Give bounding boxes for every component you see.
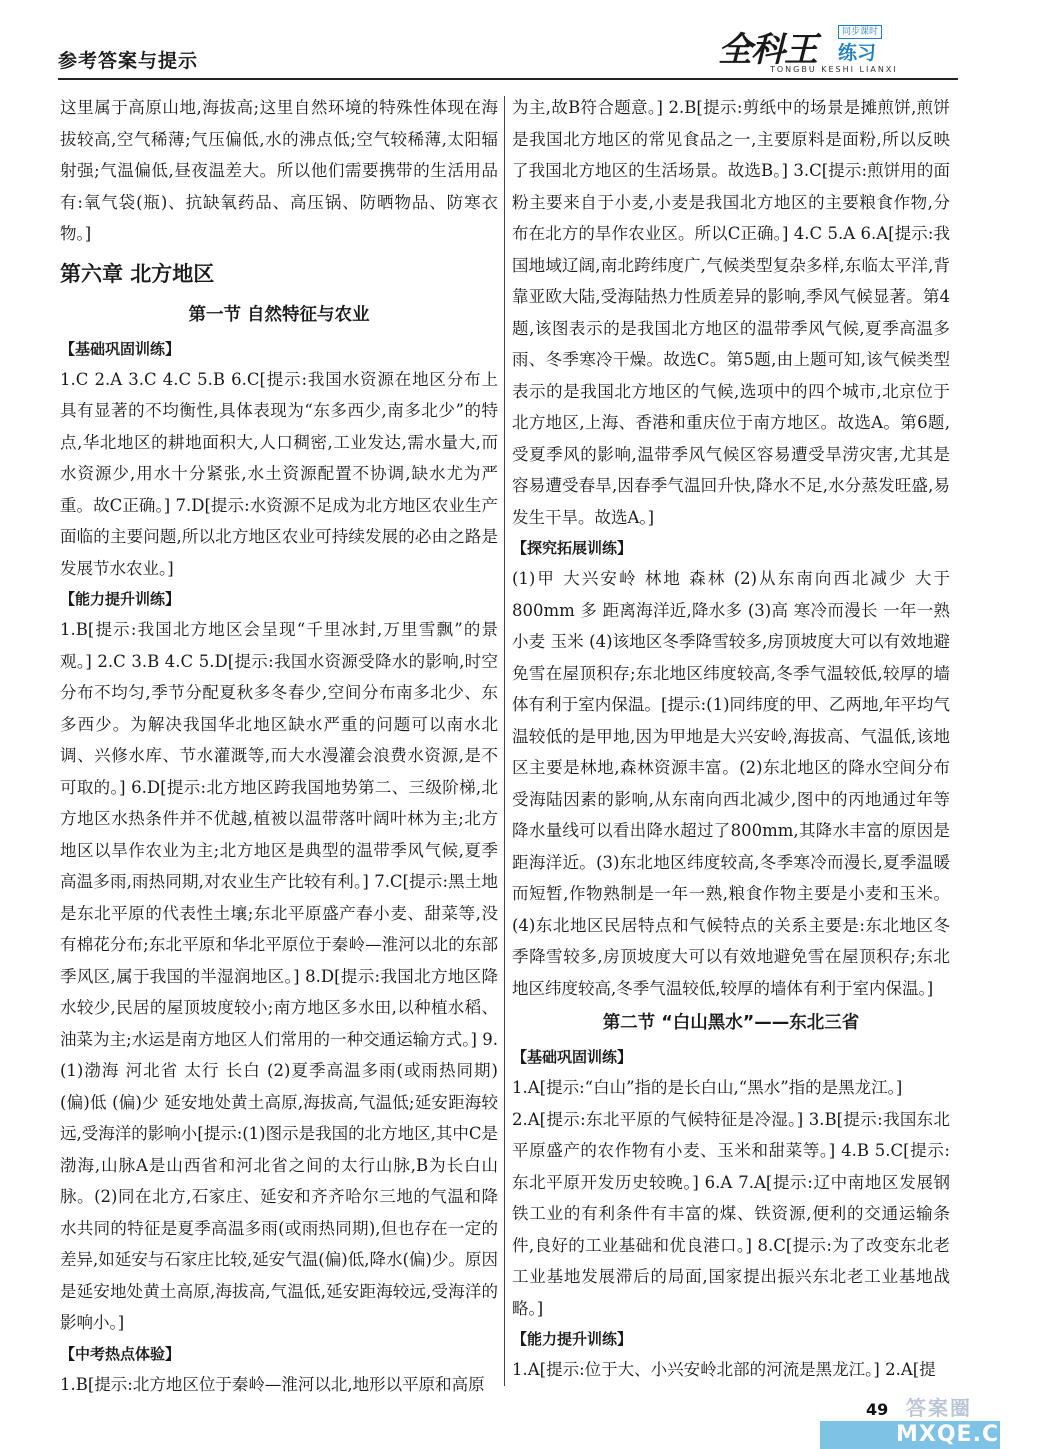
answer-paragraph: 2.A[提示:东北平原的气候特征是冷湿。] 3.B[提示:我国东北平原盛产的农作物有小麦、玉米和甜菜等。] 4.B 5.C[提示:东北平原开发历史较晚。] 6.A 7.A[提示:辽中南地区发展钢铁工业的有利条件有丰富的煤、铁资源,便利的交通运输条件,良好的工业基础和优良港口。] 8.C[提示:为了改变东北老工业基地发展滞后的局面,国家提出振兴东北老工业基地战略。] — [512, 1109, 950, 1318]
answer-paragraph: 1.B[提示:我国北方地区会呈现“千里冰封,万里雪飘”的景观。] 2.C 3.B 4.C 5.D[提示:我国水资源受降水的影响,时空分布不均匀,季节分配夏秋多冬春少,空间分布南多北少、东多西少。为解决我国华北地区缺水严重的问题可以南水北调、兴修水库、节水灌溉等,而大水漫灌会浪费水资源,是不可取的。] 6.D[提示:北方地区跨我国地势第二、三级阶梯,北方地区水热条件并不优越,植被以温带落叶阔叶林为主;北方地区以旱作农业为主;北方地区是典型的温带季风气候,夏季高温多雨,雨热同期,对农业生产比较有利。] 7.C[提示:黑土地是东北平原的代表性土壤;东北平原盛产春小麦、甜菜等,没有棉花分布;东北平原和华北平原位于秦岭—淮河以北的东部季风区,属于我国的半湿润地区。] 8.D[提示:我国北方地区降水较少,民居的屋顶坡度较小;南方地区多水田,以种植水稻、油菜为主;水运是南方地区人们常用的一种交通运输方式。] 9.(1)渤海 河北省 太行 长白 (2)夏季高温多雨(或雨热同期) (偏)低 (偏)少 延安地处黄土高原,海拔高,气温低;延安距海较远,受海洋的影响小[提示:(1)图示是我国的北方地区,其中C是渤海,山脉A是山西省和河北省之间的太行山脉,B为长白山脉。(2)同在北方,石家庄、延安和齐齐哈尔三地的气温和降水共同的特征是夏季高温多雨(或雨热同期),但也存在一定的差异,如延安与石家庄比较,延安气温(偏)低,降水(偏)少。原因是延安地处黄土高原,海拔高,气温低,延安距海较远,受海洋的影响小。] — [60, 620, 498, 1332]
header-title: 参考答案与提示 — [58, 50, 199, 72]
left-column — [60, 92, 498, 1400]
answer-paragraph: 1.C 2.A 3.C 4.C 5.B 6.C[提示:我国水资源在地区分布上具有显著的不均衡性,具体表现为“东多西少,南多北少”的特点,华北地区的耕地面积大,人口稠密,工业发达,需水量大,而水资源少,用水十分紧张,水土资源配置不协调,缺水尤为严重。故C正确。] 7.D[提示:水资源不足成为北方地区农业生产面临的主要问题,所以北方地区农业可持续发展的必由之路是发展节水农业。] — [60, 369, 498, 578]
subsection-heading: 【能力提升训练】 — [60, 590, 181, 608]
watermark-top-text: 答案圈 — [906, 1396, 972, 1420]
page-number: 49 — [866, 1400, 889, 1419]
logo-pinyin: TONGBU KESHI LIANXI — [770, 65, 898, 74]
subsection-heading: 【基础巩固训练】 — [512, 1048, 633, 1066]
watermark-logo — [888, 1392, 1042, 1449]
section-heading: 第一节 自然特征与农业 — [188, 304, 370, 325]
page-header — [58, 27, 958, 86]
watermark-url: MXQE.COM — [896, 1422, 1042, 1447]
section-heading: 第二节 “白山黑水”——东北三省 — [602, 1013, 860, 1033]
brand-logo — [718, 22, 898, 78]
answer-paragraph: 1.B[提示:北方地区位于秦岭—淮河以北,地形以平原和高原 — [60, 1374, 485, 1394]
answer-paragraph: 1.A[提示:“白山”指的是长白山,“黑水”指的是黑龙江。] — [512, 1078, 903, 1097]
chapter-heading: 第六章 北方地区 — [60, 261, 215, 286]
column-divider — [504, 96, 505, 1386]
header-rule — [58, 78, 958, 80]
answer-paragraph: 1.A[提示:位于大、小兴安岭北部的河流是黑龙江。] 2.A[提 — [512, 1360, 936, 1379]
logo-main-text: 全科王 — [718, 30, 817, 70]
answer-paragraph: 为主,故B符合题意。] 2.B[提示:剪纸中的场景是摊煎饼,煎饼是我国北方地区的常见食品之一,主要原料是面粉,所以反映了我国北方地区的生活场景。故选B。] 3.C[提示:煎饼用的面粉主要来自于小麦,小麦是我国北方地区的主要粮食作物,分布在北方的旱作农业区。所以C正确。] 4.C 5.A 6.A[提示:我国地域辽阔,南北跨纬度广,气候类型复杂多样,东临太平洋,背靠亚欧大陆,受海陆热力性质差异的影响,季风气候显著。第4题,该图表示的是我国北方地区的温带季风气候,夏季高温多雨、冬季寒冷干燥。故选C。第5题,由上题可知,该气候类型表示的是我国北方地区的气候,选项中的四个城市,北京位于北方地区,上海、香港和重庆位于南方地区。故选A。第6题,受夏季风的影响,温带季风气候区容易遭受旱涝灾害,尤其是容易遭受春旱,因春季气温回升快,降水不足,水分蒸发旺盛,易发生干旱。故选A。] — [512, 98, 950, 527]
answer-paragraph: (1)甲 大兴安岭 林地 森林 (2)从东南向西北减少 大于800mm 多 距离海洋近,降水多 (3)高 寒冷而漫长 一年一熟 小麦 玉米 (4)该地区冬季降雪较多,房顶坡度大可以有效地避免雪在屋顶积存;东北地区纬度较高,冬季气温较低,较厚的墙体有利于室内保温。[提示:(1)同纬度的甲、乙两地,年平均气温较低的是甲地,因为甲地是大兴安岭,海拔高、气温低,该地区主要是林地,森林资源丰富。(2)东北地区的降水空间分布受海陆因素的影响,从东南向西北减少,图中的丙地通过年等降水量线可以看出降水超过了800mm,其降水丰富的原因是距海洋近。(3)东北地区纬度较高,冬季寒冷而漫长,夏季温暖而短暂,作物熟制是一年一熟,粮食作物主要是小麦和玉米。(4)东北地区民居特点和气候特点的关系主要是:东北地区冬季降雪较多,房顶坡度大可以有效地避免雪在屋顶积存;东北地区纬度较高,冬季气温较低,较厚的墙体有利于室内保温。] — [512, 569, 950, 998]
answer-paragraph: 这里属于高原山地,海拔高;这里自然环境的特殊性体现在海拔较高,空气稀薄;气压偏低,水的沸点低;空气较稀薄,太阳辐射强;气温偏低,昼夜温差大。所以他们需要携带的生活用品有:氧气袋(瓶)、抗缺氧药品、高压锅、防晒物品、防寒衣物。] — [60, 98, 498, 243]
subsection-heading: 【基础巩固训练】 — [60, 339, 181, 358]
subsection-heading: 【中考热点体验】 — [60, 1344, 181, 1363]
logo-tag: 同步课时 — [838, 25, 882, 39]
subsection-heading: 【探究拓展训练】 — [512, 539, 633, 557]
right-column — [512, 92, 950, 1386]
logo-sub-text: 练习 — [838, 42, 877, 64]
subsection-heading: 【能力提升训练】 — [512, 1330, 633, 1348]
